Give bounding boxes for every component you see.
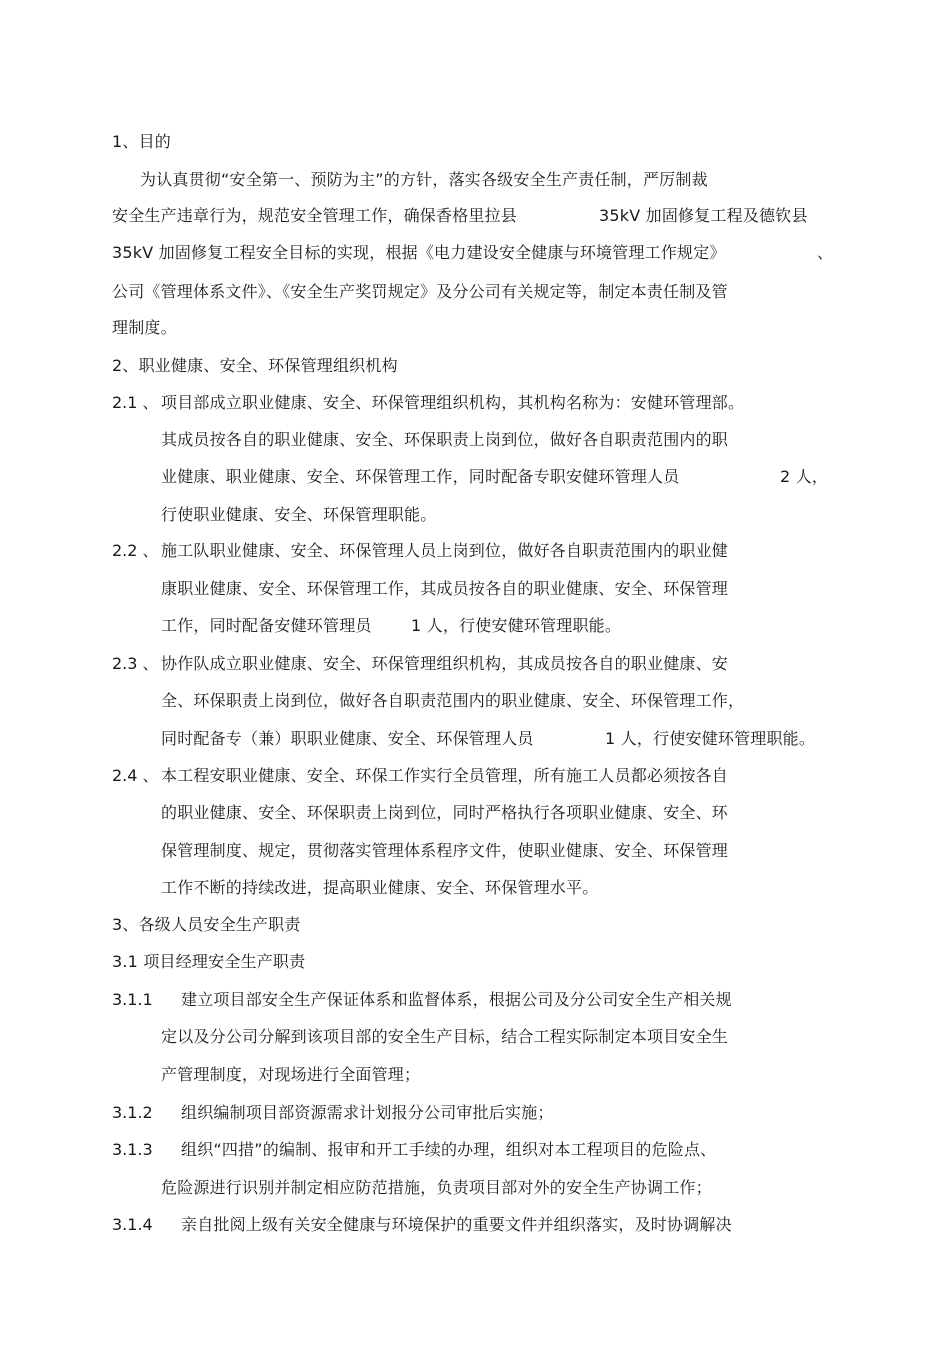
section-1-text-line: 安全生产违章行为，规范安全管理工作，确保香格里拉县 xyxy=(112,206,518,225)
item-2-2-text-line: 施工队职业健康、安全、环保管理人员上岗到位，做好各自职责范围内的职业健 xyxy=(161,541,729,560)
item-number: 3.1.4 xyxy=(112,1215,153,1234)
item-2-2-text-line: 1 人，行使安健环管理职能。 xyxy=(411,616,622,635)
item-number: 2.3 、 xyxy=(112,654,159,673)
section-1-text-line: 、 xyxy=(817,243,834,262)
item-2-3-text-line: 全、环保职责上岗到位，做好各自职责范围内的职业健康、安全、环保管理工作， xyxy=(161,691,745,710)
item-3-1-1-text-line: 建立项目部安全生产保证体系和监督体系，根据公司及分公司安全生产相关规 xyxy=(181,990,732,1009)
item-number: 3.1.1 xyxy=(112,990,153,1009)
item-2-3-text-line: 同时配备专（兼）职职业健康、安全、环保管理人员 xyxy=(161,729,534,748)
section-1-text-line: 为认真贯彻“安全第一、预防为主”的方针，落实各级安全生产责任制，严厉制裁 xyxy=(140,170,708,189)
item-2-4-text-line: 的职业健康、安全、环保职责上岗到位，同时严格执行各项职业健康、安全、环 xyxy=(161,803,729,822)
item-number: 2.4 、 xyxy=(112,766,159,785)
section-3-1-heading: 3.1 项目经理安全生产职责 xyxy=(112,952,306,971)
section-1-heading: 1、目的 xyxy=(112,132,171,151)
section-3-heading: 3、各级人员安全生产职责 xyxy=(112,915,301,934)
item-number: 2.2 、 xyxy=(112,541,159,560)
item-2-1-text-line: 行使职业健康、安全、环保管理职能。 xyxy=(161,505,437,524)
item-3-1-3-text-line: 组织“四措”的编制、报审和开工手续的办理，组织对本工程项目的危险点、 xyxy=(181,1140,717,1159)
item-2-3-text-line: 协作队成立职业健康、安全、环保管理组织机构，其成员按各自的职业健康、安 xyxy=(161,654,729,673)
item-2-1-text-line: 业健康、职业健康、安全、环保管理工作，同时配备专职安健环管理人员 xyxy=(161,467,680,486)
section-1-text-line: 理制度。 xyxy=(112,318,177,337)
item-2-4-text-line: 保管理制度、规定，贯彻落实管理体系程序文件，使职业健康、安全、环保管理 xyxy=(161,841,729,860)
item-2-4-text-line: 工作不断的持续改进，提高职业健康、安全、环保管理水平。 xyxy=(161,878,599,897)
item-2-1-text-line: 2 人， xyxy=(780,467,829,486)
item-3-1-1-text-line: 定以及分公司分解到该项目部的安全生产目标，结合工程实际制定本项目安全生 xyxy=(161,1027,729,1046)
item-2-4-text-line: 本工程安职业健康、安全、环保工作实行全员管理，所有施工人员都必须按各自 xyxy=(161,766,729,785)
item-number: 3.1.2 xyxy=(112,1103,153,1122)
section-1-text-line: 35kV 加固修复工程及德钦县 xyxy=(599,206,808,225)
item-3-1-4-text-line: 亲自批阅上级有关安全健康与环境保护的重要文件并组织落实，及时协调解决 xyxy=(181,1215,732,1234)
section-1-text-line: 公司《管理体系文件》、《安全生产奖罚规定》及分公司有关规定等，制定本责任制及管 xyxy=(112,282,728,301)
item-2-1-text-line: 其成员按各自的职业健康、安全、环保职责上岗到位，做好各自职责范围内的职 xyxy=(161,430,729,449)
item-number: 2.1 、 xyxy=(112,393,159,412)
item-2-2-text-line: 工作，同时配备安健环管理员 xyxy=(161,616,372,635)
item-2-1-text-line: 项目部成立职业健康、安全、环保管理组织机构，其机构名称为：安健环管理部。 xyxy=(161,393,745,412)
item-3-1-2-text-line: 组织编制项目部资源需求计划报分公司审批后实施； xyxy=(181,1103,554,1122)
item-2-3-text-line: 1 人，行使安健环管理职能。 xyxy=(605,729,816,748)
item-3-1-3-text-line: 危险源进行识别并制定相应防范措施，负责项目部对外的安全生产协调工作； xyxy=(161,1178,712,1197)
item-3-1-1-text-line: 产管理制度，对现场进行全面管理； xyxy=(161,1065,421,1084)
item-2-2-text-line: 康职业健康、安全、环保管理工作，其成员按各自的职业健康、安全、环保管理 xyxy=(161,579,729,598)
section-2-heading: 2、职业健康、安全、环保管理组织机构 xyxy=(112,356,398,375)
item-number: 3.1.3 xyxy=(112,1140,153,1159)
section-1-text-line: 35kV 加固修复工程安全目标的实现，根据《电力建设安全健康与环境管理工作规定》 xyxy=(112,243,726,262)
